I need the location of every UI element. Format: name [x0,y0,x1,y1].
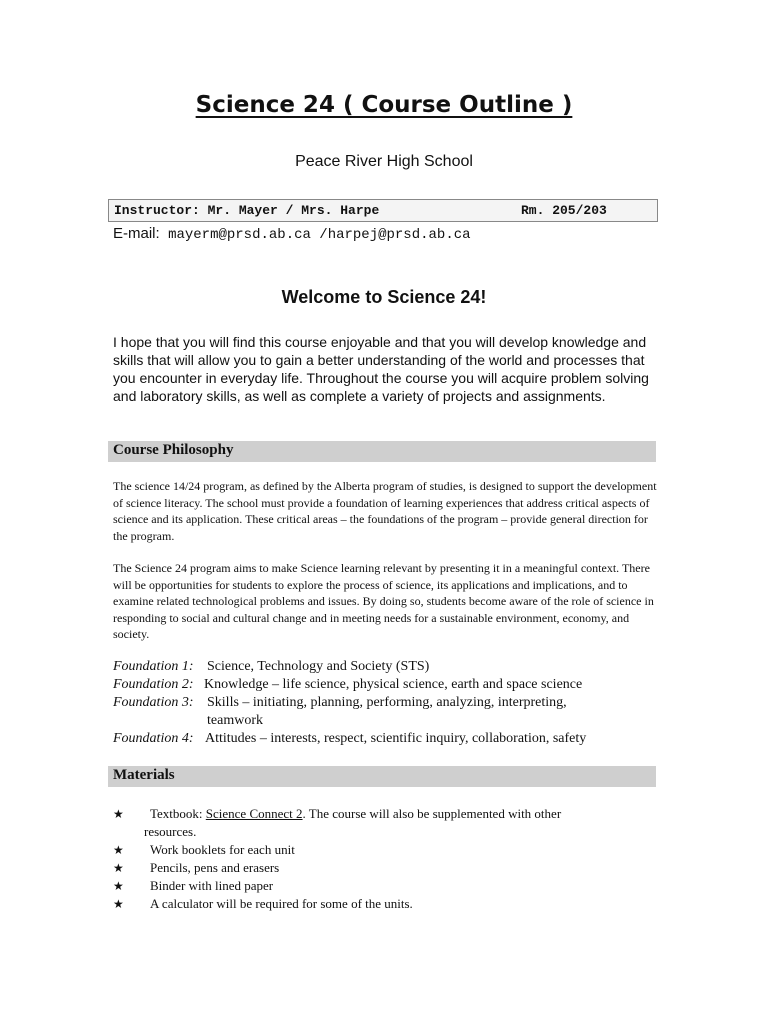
materials-list [113,805,658,913]
school-name: Peace River High School [295,153,473,170]
textbook-title: Science Connect 2 [205,806,303,821]
list-item [113,859,658,877]
email-addresses: mayerm@prsd.ab.ca /harpej@prsd.ab.ca [159,227,471,243]
document-title: Science 24 ( Course Outline ) [195,92,573,118]
foundation-text: Science, Technology and Society (STS) [207,659,430,674]
list-item [113,895,658,913]
course-philosophy-heading: Course Philosophy [108,441,656,462]
star-icon: ★ [113,861,124,875]
textbook-prefix: Textbook: [150,806,206,821]
star-icon: ★ [113,897,124,911]
foundation-text: Skills – initiating, planning, performing, analyzing, interpreting, teamwork [207,695,567,728]
list-item [113,841,658,859]
foundations-list [113,658,663,748]
philosophy-paragraph-1: The science 14/24 program, as defined by the Alberta program of studies, is designed to support the development of science literacy. The school must provide a foundation of learning experiences that address critical aspects of science and its application. These critical areas – the foundations of the program – provide general direction for the program. [113,479,657,543]
material-text: A calculator will be required for some of the units. [150,896,413,911]
materials-heading: Materials [108,766,656,787]
material-text: Binder with lined paper [150,878,274,893]
foundation-text: Knowledge – life science, physical science, earth and space science [204,677,583,692]
welcome-heading: Welcome to Science 24! [281,287,487,307]
list-item [113,805,658,841]
star-icon: ★ [113,879,124,893]
instructor-names: Instructor: Mr. Mayer / Mrs. Harpe [114,203,380,218]
foundation-item [113,694,663,730]
foundation-label: Foundation 2: [113,677,194,692]
material-text: Pencils, pens and erasers [150,860,280,875]
foundation-item [113,730,663,748]
foundation-text: Attitudes – interests, respect, scientific inquiry, collaboration, safety [205,731,587,746]
material-text: Work booklets for each unit [150,842,295,857]
foundation-label: Foundation 3: [113,695,194,710]
room-number: Rm. 205/203 [521,203,607,218]
list-item [113,877,658,895]
intro-paragraph: I hope that you will find this course enjoyable and that you will develop knowledge and skills that will allow you to gain a better understanding of the world and processes that you encounter in everyday life. Throughout the course you will acquire problem solving and laboratory skills, as well as complete a variety of projects and assignments. [113,334,649,404]
foundation-label: Foundation 4: [113,731,194,746]
star-icon: ★ [113,807,124,821]
instructor-box [108,199,658,222]
email-label: E-mail: [113,225,160,242]
foundation-item [113,658,663,676]
textbook-suffix: . The course will also be supplemented with other [302,806,562,821]
email-line [113,225,471,243]
foundation-label: Foundation 1: [113,659,194,674]
philosophy-paragraph-2: The Science 24 program aims to make Science learning relevant by presenting it in a meaningful context. There will be opportunities for students to explore the process of science, its applications and implications, and to examine related technological problems and issues. By doing so, students become aware of the role of science in responding to social and cultural change and in meeting needs for a sustainable environment, economy, and society. [113,561,654,641]
foundation-item [113,676,663,694]
textbook-continuation: resources. [144,824,197,839]
star-icon: ★ [113,843,124,857]
